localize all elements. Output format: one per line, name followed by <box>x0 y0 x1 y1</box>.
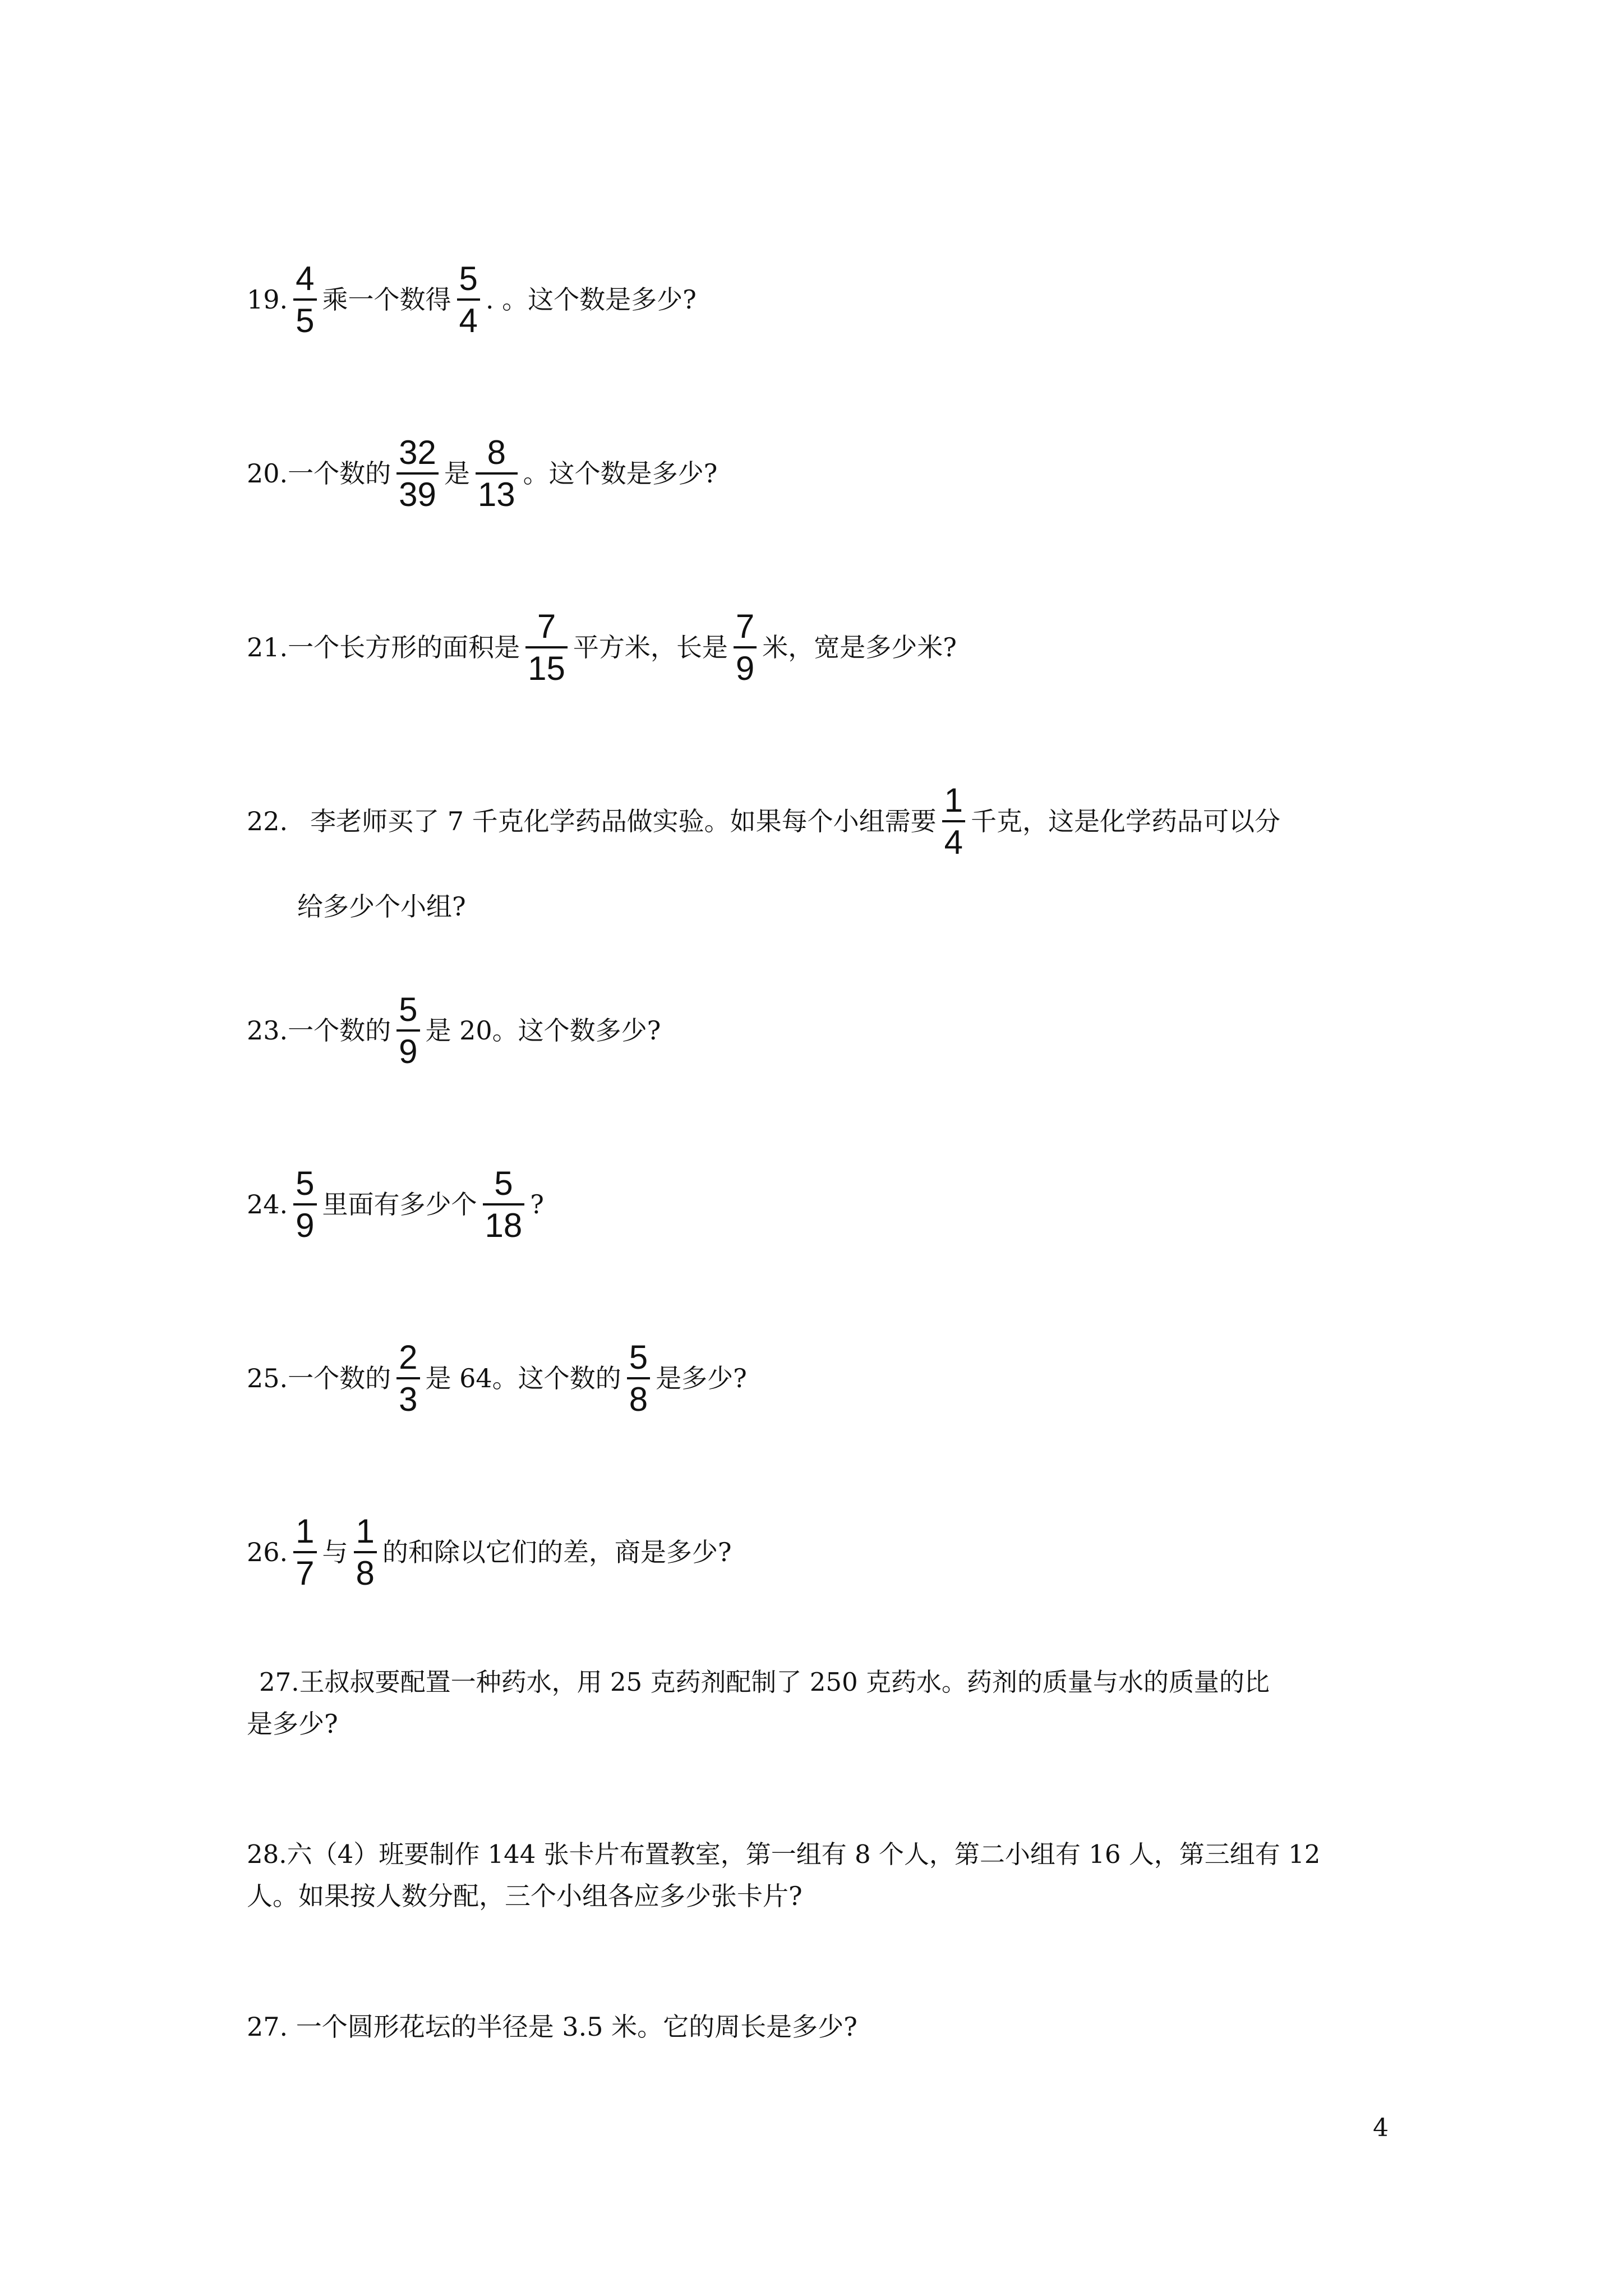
numerator: 1 <box>296 1512 315 1550</box>
question-number: 26. <box>247 1537 288 1567</box>
numerator: 7 <box>537 608 556 645</box>
question-27a-line-1: 27.王叔叔要配置一种药水，用 25 克药剂配制了 250 克药水。药剂的质量与水的质量的比 <box>259 1667 1270 1697</box>
fraction <box>525 609 568 686</box>
question-number: 19. <box>247 284 288 315</box>
question-25 <box>247 1340 747 1417</box>
denominator: 9 <box>735 650 755 687</box>
question-26 <box>247 1513 732 1591</box>
question-text: . 。这个数是多少? <box>485 284 697 315</box>
question-text: 里面有多少个 <box>322 1189 477 1220</box>
numerator: 5 <box>494 1165 513 1202</box>
numerator: 7 <box>735 608 755 645</box>
question-text: 李老师买了 7 千克化学药品做实验。如果每个小组需要 <box>310 806 937 836</box>
page-number: 4 <box>1373 2114 1389 2142</box>
question-text: 是多少? <box>656 1363 747 1393</box>
question-19 <box>247 261 697 338</box>
fraction <box>483 1166 525 1243</box>
question-text: 是 64。这个数的 <box>425 1363 621 1393</box>
fraction <box>942 783 965 860</box>
question-27a-line-2: 是多少? <box>247 1709 338 1739</box>
question-text: 米，宽是多少米? <box>762 632 957 662</box>
fraction <box>293 261 316 338</box>
numerator: 5 <box>296 1165 315 1202</box>
denominator: 5 <box>296 302 315 339</box>
question-22-continuation: 给多少个小组? <box>297 891 466 922</box>
denominator: 39 <box>399 476 436 513</box>
question-20 <box>247 435 717 512</box>
numerator: 32 <box>399 434 436 471</box>
question-text: 是 <box>444 458 470 489</box>
question-28-line-2: 人。如果按人数分配，三个小组各应多少张卡片? <box>247 1881 803 1911</box>
denominator: 9 <box>296 1207 315 1244</box>
numerator: 5 <box>399 991 418 1028</box>
denominator: 18 <box>485 1207 523 1244</box>
fraction <box>293 1513 316 1591</box>
denominator: 8 <box>356 1554 375 1592</box>
numerator: 2 <box>399 1338 418 1376</box>
fraction <box>396 992 419 1069</box>
question-number: 21. <box>247 632 288 662</box>
question-23 <box>247 992 661 1069</box>
question-number: 25. <box>247 1363 288 1393</box>
question-text: 一个数的 <box>288 1363 391 1393</box>
question-22 <box>247 783 1280 860</box>
fraction <box>396 435 439 512</box>
question-number: 23. <box>247 1015 288 1046</box>
denominator: 13 <box>477 476 515 513</box>
fraction <box>293 1166 316 1243</box>
fraction <box>734 609 757 686</box>
question-21 <box>247 609 957 686</box>
question-27b: 27. 一个圆形花坛的半径是 3.5 米。它的周长是多少? <box>247 2012 857 2042</box>
fraction <box>457 261 480 338</box>
fraction <box>627 1340 650 1417</box>
numerator: 5 <box>629 1338 648 1376</box>
question-number: 22. <box>247 806 288 836</box>
numerator: 1 <box>356 1512 375 1550</box>
fraction <box>396 1340 419 1417</box>
fraction <box>476 435 518 512</box>
question-28-line-1: 28.六（4）班要制作 144 张卡片布置教室，第一组有 8 个人，第二小组有 16 人，第三组有 12 <box>247 1839 1321 1869</box>
question-number: 20. <box>247 458 288 489</box>
question-text: 与 <box>322 1537 348 1567</box>
denominator: 8 <box>629 1381 648 1418</box>
denominator: 9 <box>399 1033 418 1070</box>
question-text: 一个数的 <box>288 458 391 489</box>
denominator: 4 <box>944 823 963 861</box>
question-24 <box>247 1166 544 1243</box>
numerator: 5 <box>459 260 478 297</box>
denominator: 7 <box>296 1554 315 1592</box>
numerator: 8 <box>487 434 506 471</box>
question-number: 24. <box>247 1189 288 1220</box>
question-text: 的和除以它们的差，商是多少? <box>382 1537 732 1567</box>
denominator: 3 <box>399 1381 418 1418</box>
question-text: 一个数的 <box>288 1015 391 1046</box>
question-text: 乘一个数得 <box>322 284 451 315</box>
question-text: 是 20。这个数多少? <box>425 1015 661 1046</box>
denominator: 15 <box>528 650 565 687</box>
denominator: 4 <box>459 302 478 339</box>
numerator: 1 <box>944 781 963 819</box>
fraction <box>354 1513 377 1591</box>
question-text: 。这个数是多少? <box>523 458 718 489</box>
question-text: 一个长方形的面积是 <box>288 632 520 662</box>
question-text: 千克，这是化学药品可以分 <box>971 806 1281 836</box>
numerator: 4 <box>296 260 315 297</box>
question-text: 平方米，长是 <box>573 632 728 662</box>
question-text: ? <box>530 1189 544 1220</box>
